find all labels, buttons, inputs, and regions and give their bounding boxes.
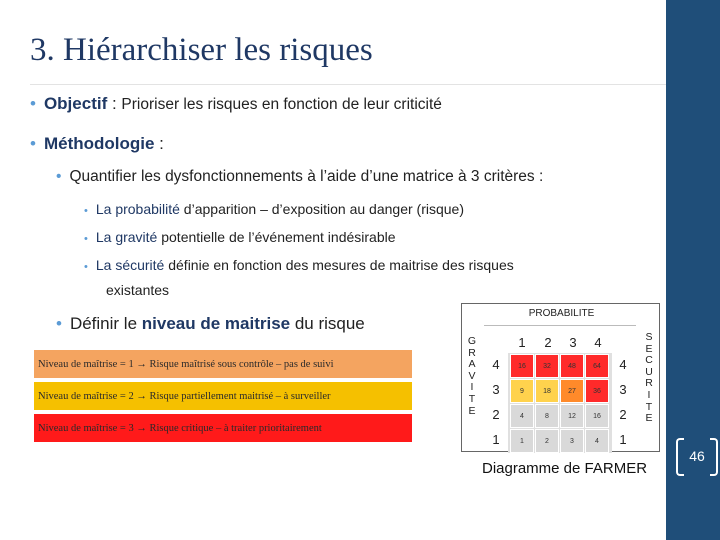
criterion-key: La probabilité [95, 201, 180, 217]
matrix-cell: 32 [535, 354, 559, 378]
axis-letter: A [468, 358, 476, 371]
probability-header: 4 [594, 335, 602, 350]
axis-letter: I [470, 381, 474, 394]
matrix-cell: 64 [585, 354, 609, 378]
matrix-cell: 4 [585, 429, 609, 453]
methodology-label: Méthodologie [43, 134, 155, 153]
probability-header: 3 [569, 335, 577, 350]
bullet-dot-icon: • [56, 168, 62, 185]
matrix-cell: 1 [510, 429, 534, 453]
bullet-dot-icon: • [56, 314, 62, 333]
matrix-cell: 12 [560, 404, 584, 428]
criterion-security-continuation: existantes [106, 282, 170, 298]
axis-letter: U [645, 365, 653, 378]
level-intro-key: niveau de maitrise [141, 314, 291, 333]
matrix-cell: 48 [560, 354, 584, 378]
security-label: 3 [619, 382, 627, 397]
matrix-title-rule [484, 325, 636, 326]
gravity-label: 4 [492, 357, 500, 372]
bullet-objective [30, 94, 442, 114]
farmer-matrix [461, 303, 660, 452]
bullet-dot-icon: • [84, 261, 88, 273]
axis-letter: E [645, 412, 653, 425]
methodology-intro-text: Quantifier les dysfonctionnements à l’aide d’une matrice à 3 critères : [69, 168, 544, 185]
matrix-title: PROBABILITE [528, 308, 595, 319]
bullet-dot-icon: • [30, 134, 36, 153]
page-number: 46 [689, 448, 705, 464]
security-axis-label [642, 332, 656, 425]
bullet-level-intro [56, 314, 365, 334]
matrix-caption: Diagramme de FARMER [482, 460, 648, 477]
title-divider [30, 84, 666, 85]
criterion-text: définie en fonction des mesures de maitrise des risques [164, 257, 514, 273]
bullet-dot-icon: • [84, 205, 88, 217]
matrix-cell: 3 [560, 429, 584, 453]
level-intro-post: du risque [290, 314, 365, 333]
probability-header: 2 [544, 335, 552, 350]
axis-letter: G [467, 335, 477, 347]
criterion-security [84, 257, 514, 273]
gravity-label: 1 [492, 432, 500, 447]
objective-separator: : [107, 94, 122, 113]
criterion-severity [84, 229, 396, 245]
security-label: 1 [619, 432, 627, 447]
axis-letter: R [645, 377, 653, 390]
axis-letter: R [468, 346, 476, 359]
matrix-cell: 27 [560, 379, 584, 403]
slide-title: 3. Hiérarchiser les risques [30, 32, 373, 68]
gravity-axis-label [465, 336, 479, 417]
matrix-cell: 16 [510, 354, 534, 378]
matrix-cell: 2 [535, 429, 559, 453]
criterion-probability [84, 201, 464, 217]
control-level-1: Niveau de maîtrise = 1 → Risque maîtrisé sous contrôle – pas de suivi [34, 350, 412, 378]
control-level-3: Niveau de maîtrise = 3 → Risque critique – à traiter prioritairement [34, 414, 412, 442]
level-intro-pre: Définir le [69, 314, 142, 333]
axis-letter: T [468, 392, 476, 405]
security-label: 4 [619, 357, 627, 372]
bullet-methodology [30, 134, 164, 154]
gravity-label: 3 [492, 382, 500, 397]
criterion-text: potentielle de l’événement indésirable [157, 229, 396, 245]
probability-header: 1 [518, 335, 526, 350]
criterion-key: La gravité [95, 229, 158, 245]
axis-letter: C [645, 354, 653, 367]
criterion-key: La sécurité [95, 257, 165, 273]
security-label: 2 [619, 407, 627, 422]
axis-letter: V [468, 369, 476, 382]
axis-letter: S [645, 331, 653, 343]
axis-letter: E [468, 404, 476, 417]
methodology-separator: : [154, 134, 164, 153]
matrix-cell: 16 [585, 404, 609, 428]
axis-letter: E [645, 342, 653, 355]
objective-text: Prioriser les risques en fonction de leur criticité [121, 96, 442, 113]
axis-letter: T [645, 400, 653, 413]
bullet-dot-icon: • [84, 233, 88, 245]
objective-label: Objectif [43, 94, 108, 113]
gravity-label: 2 [492, 407, 500, 422]
bullet-methodology-intro [56, 168, 543, 186]
matrix-cell: 36 [585, 379, 609, 403]
axis-letter: I [647, 388, 651, 401]
matrix-cell: 9 [510, 379, 534, 403]
matrix-cell: 4 [510, 404, 534, 428]
bullet-dot-icon: • [30, 94, 36, 113]
control-level-2: Niveau de maîtrise = 2 → Risque partiellement maitrisé – à surveiller [34, 382, 412, 410]
matrix-cell: 18 [535, 379, 559, 403]
matrix-cell: 8 [535, 404, 559, 428]
page-number-badge [676, 438, 720, 478]
criterion-text: d’apparition – d’exposition au danger (risque) [179, 201, 464, 217]
